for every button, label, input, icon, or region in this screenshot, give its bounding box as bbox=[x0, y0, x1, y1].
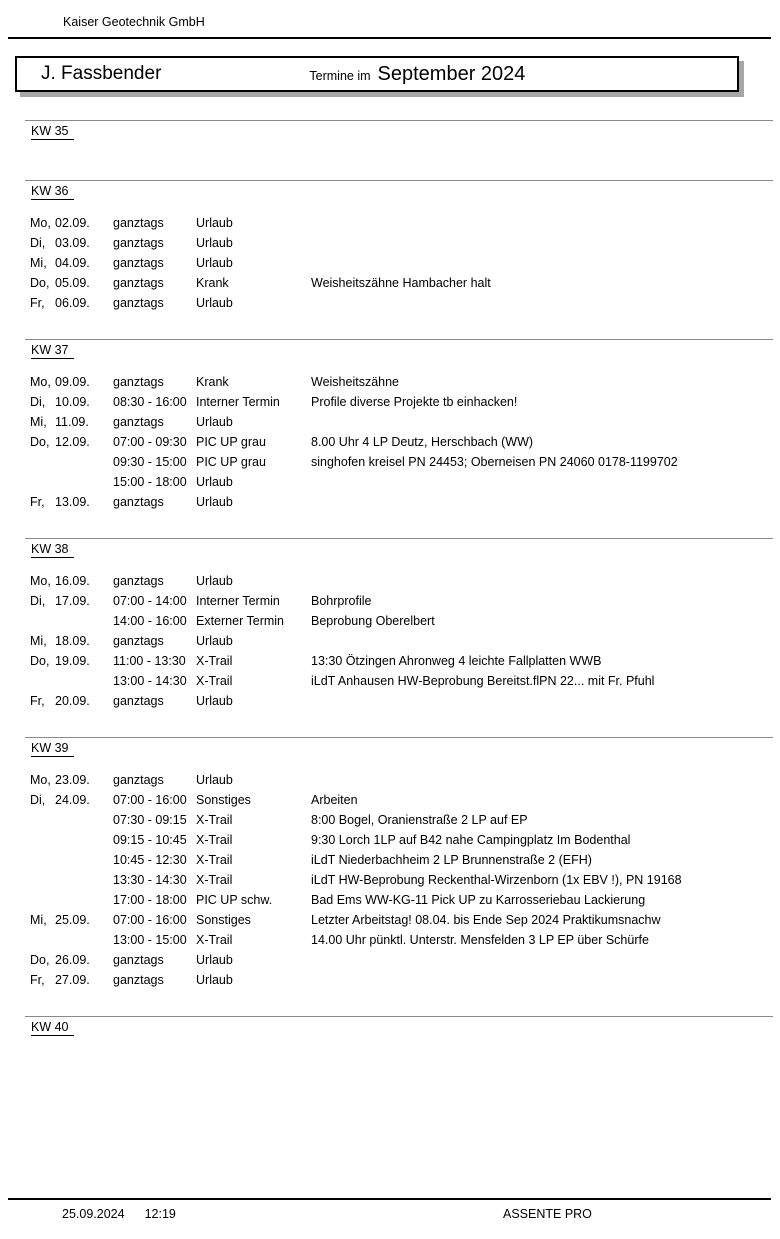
event-day: Fr, bbox=[30, 973, 45, 987]
week-section bbox=[0, 1016, 780, 1076]
print-time: 12:19 bbox=[144, 1207, 176, 1221]
event-list bbox=[0, 213, 780, 313]
event-row bbox=[30, 870, 774, 890]
event-category: X-Trail bbox=[196, 873, 233, 887]
event-description: iLdT Niederbachheim 2 LP Brunnenstraße 2 (EFH) bbox=[311, 853, 592, 867]
event-category: PIC UP schw. bbox=[196, 893, 273, 907]
application-name: ASSENTE PRO bbox=[503, 1207, 592, 1221]
event-category: Externer Termin bbox=[196, 614, 284, 628]
event-date: 25.09. bbox=[55, 913, 90, 927]
event-time: 17:00 - 18:00 bbox=[113, 893, 187, 907]
event-category: Sonstiges bbox=[196, 793, 251, 807]
event-time: ganztags bbox=[113, 694, 164, 708]
event-category: PIC UP grau bbox=[196, 455, 266, 469]
event-time: 15:00 - 18:00 bbox=[113, 475, 187, 489]
event-row bbox=[30, 691, 774, 711]
event-date: 03.09. bbox=[55, 236, 90, 250]
event-day: Mi, bbox=[30, 415, 47, 429]
week-section bbox=[0, 538, 780, 711]
event-date: 10.09. bbox=[55, 395, 90, 409]
event-time: 11:00 - 13:30 bbox=[113, 654, 186, 668]
event-category: X-Trail bbox=[196, 674, 233, 688]
event-time: 13:00 - 14:30 bbox=[113, 674, 187, 688]
event-date: 16.09. bbox=[55, 574, 90, 588]
event-date: 09.09. bbox=[55, 375, 90, 389]
event-date: 02.09. bbox=[55, 216, 90, 230]
event-row bbox=[30, 930, 774, 950]
event-description: 13:30 Ötzingen Ahronweg 4 leichte Fallplatten WWB bbox=[311, 654, 602, 668]
week-section bbox=[0, 120, 780, 180]
header-divider bbox=[8, 37, 771, 39]
event-row bbox=[30, 293, 774, 313]
event-time: ganztags bbox=[113, 574, 164, 588]
event-time: 07:00 - 09:30 bbox=[113, 435, 187, 449]
week-label: KW 36 bbox=[31, 185, 74, 200]
event-time: ganztags bbox=[113, 953, 164, 967]
title-prefix: Termine im bbox=[309, 68, 371, 83]
week-label: KW 38 bbox=[31, 543, 74, 558]
event-category: Krank bbox=[196, 375, 229, 389]
event-category: Urlaub bbox=[196, 256, 233, 270]
event-category: Urlaub bbox=[196, 475, 233, 489]
event-category: Interner Termin bbox=[196, 594, 280, 608]
week-section bbox=[0, 180, 780, 313]
week-label: KW 39 bbox=[31, 742, 74, 757]
event-row bbox=[30, 910, 774, 930]
event-category: Interner Termin bbox=[196, 395, 280, 409]
event-time: ganztags bbox=[113, 256, 164, 270]
company-name: Kaiser Geotechnik GmbH bbox=[63, 15, 205, 29]
event-description: 8:00 Bogel, Oranienstraße 2 LP auf EP bbox=[311, 813, 528, 827]
week-label: KW 40 bbox=[31, 1021, 74, 1036]
event-category: Sonstiges bbox=[196, 913, 251, 927]
event-time: 09:30 - 15:00 bbox=[113, 455, 187, 469]
event-row bbox=[30, 671, 774, 691]
event-category: X-Trail bbox=[196, 813, 233, 827]
event-category: Urlaub bbox=[196, 634, 233, 648]
event-row bbox=[30, 850, 774, 870]
event-time: 14:00 - 16:00 bbox=[113, 614, 187, 628]
event-category: X-Trail bbox=[196, 833, 233, 847]
event-description: iLdT Anhausen HW-Beprobung Bereitst.flPN 22... mit Fr. Pfuhl bbox=[311, 674, 655, 688]
event-row bbox=[30, 273, 774, 293]
event-description: Profile diverse Projekte tb einhacken! bbox=[311, 395, 518, 409]
event-category: Urlaub bbox=[196, 574, 233, 588]
event-time: 07:00 - 16:00 bbox=[113, 913, 187, 927]
event-description: 14.00 Uhr pünktl. Unterstr. Mensfelden 3 LP EP über Schürfe bbox=[311, 933, 649, 947]
event-day: Di, bbox=[30, 793, 46, 807]
event-date: 18.09. bbox=[55, 634, 90, 648]
event-time: 13:30 - 14:30 bbox=[113, 873, 187, 887]
event-row bbox=[30, 492, 774, 512]
event-category: Urlaub bbox=[196, 953, 233, 967]
event-category: Urlaub bbox=[196, 495, 233, 509]
event-description: singhofen kreisel PN 24453; Oberneisen PN 24060 0178-1199702 bbox=[311, 455, 678, 469]
event-day: Do, bbox=[30, 654, 50, 668]
event-time: 10:45 - 12:30 bbox=[113, 853, 187, 867]
event-row bbox=[30, 830, 774, 850]
event-day: Mo, bbox=[30, 216, 51, 230]
event-date: 04.09. bbox=[55, 256, 90, 270]
event-date: 26.09. bbox=[55, 953, 90, 967]
event-row bbox=[30, 233, 774, 253]
event-date: 05.09. bbox=[55, 276, 90, 290]
event-time: 07:30 - 09:15 bbox=[113, 813, 187, 827]
event-time: ganztags bbox=[113, 773, 164, 787]
event-day: Di, bbox=[30, 236, 46, 250]
event-row bbox=[30, 770, 774, 790]
event-list bbox=[0, 770, 780, 990]
event-day: Do, bbox=[30, 435, 50, 449]
event-day: Mo, bbox=[30, 574, 51, 588]
event-day: Fr, bbox=[30, 694, 45, 708]
event-row bbox=[30, 810, 774, 830]
event-row bbox=[30, 950, 774, 970]
event-category: Urlaub bbox=[196, 973, 233, 987]
event-category: Urlaub bbox=[196, 236, 233, 250]
event-category: X-Trail bbox=[196, 654, 233, 668]
event-description: Bohrprofile bbox=[311, 594, 372, 608]
event-row bbox=[30, 790, 774, 810]
event-time: 08:30 - 16:00 bbox=[113, 395, 187, 409]
event-day: Mo, bbox=[30, 773, 51, 787]
event-list bbox=[0, 1036, 780, 1076]
event-description: Letzter Arbeitstag! 08.04. bis Ende Sep 2024 Praktikumsnachw bbox=[311, 913, 661, 927]
title-month: September 2024 bbox=[377, 62, 526, 85]
event-row bbox=[30, 372, 774, 392]
event-time: ganztags bbox=[113, 415, 164, 429]
event-row bbox=[30, 611, 774, 631]
event-date: 27.09. bbox=[55, 973, 90, 987]
event-category: Urlaub bbox=[196, 773, 233, 787]
event-category: Krank bbox=[196, 276, 229, 290]
event-time: 07:00 - 14:00 bbox=[113, 594, 187, 608]
event-list bbox=[0, 140, 780, 180]
event-row bbox=[30, 392, 774, 412]
event-day: Do, bbox=[30, 953, 50, 967]
event-day: Mi, bbox=[30, 913, 47, 927]
event-list bbox=[0, 372, 780, 512]
event-row bbox=[30, 213, 774, 233]
event-date: 11.09. bbox=[55, 415, 89, 429]
event-date: 24.09. bbox=[55, 793, 90, 807]
event-time: ganztags bbox=[113, 276, 164, 290]
event-date: 13.09. bbox=[55, 495, 90, 509]
event-category: Urlaub bbox=[196, 415, 233, 429]
event-day: Fr, bbox=[30, 495, 45, 509]
week-section bbox=[0, 737, 780, 990]
event-row bbox=[30, 432, 774, 452]
event-date: 23.09. bbox=[55, 773, 90, 787]
event-date: 17.09. bbox=[55, 594, 90, 608]
event-row bbox=[30, 472, 774, 492]
event-row bbox=[30, 631, 774, 651]
event-time: 07:00 - 16:00 bbox=[113, 793, 187, 807]
weeks-list bbox=[0, 120, 780, 1076]
week-label: KW 35 bbox=[31, 125, 74, 140]
event-time: ganztags bbox=[113, 216, 164, 230]
event-row bbox=[30, 253, 774, 273]
event-row bbox=[30, 412, 774, 432]
event-description: Weisheitszähne Hambacher halt bbox=[311, 276, 491, 290]
event-time: ganztags bbox=[113, 973, 164, 987]
event-day: Mi, bbox=[30, 256, 47, 270]
event-description: iLdT HW-Beprobung Reckenthal-Wirzenborn (1x EBV !), PN 19168 bbox=[311, 873, 682, 887]
event-row bbox=[30, 651, 774, 671]
event-date: 12.09. bbox=[55, 435, 90, 449]
event-category: PIC UP grau bbox=[196, 435, 266, 449]
event-category: Urlaub bbox=[196, 694, 233, 708]
event-row bbox=[30, 970, 774, 990]
print-date: 25.09.2024 bbox=[62, 1207, 125, 1221]
event-category: X-Trail bbox=[196, 853, 233, 867]
event-description: Arbeiten bbox=[311, 793, 358, 807]
event-description: 9:30 Lorch 1LP auf B42 nahe Campingplatz Im Bodenthal bbox=[311, 833, 631, 847]
event-time: ganztags bbox=[113, 375, 164, 389]
person-name: J. Fassbender bbox=[41, 63, 162, 84]
event-description: 8.00 Uhr 4 LP Deutz, Herschbach (WW) bbox=[311, 435, 534, 449]
event-time: ganztags bbox=[113, 495, 164, 509]
event-description: Beprobung Oberelbert bbox=[311, 614, 435, 628]
event-description: Bad Ems WW-KG-11 Pick UP zu Karrosseriebau Lackierung bbox=[311, 893, 646, 907]
week-label: KW 37 bbox=[31, 344, 74, 359]
event-category: X-Trail bbox=[196, 933, 233, 947]
event-time: ganztags bbox=[113, 634, 164, 648]
footer-divider bbox=[8, 1198, 771, 1200]
event-row bbox=[30, 452, 774, 472]
event-row bbox=[30, 571, 774, 591]
print-timestamp bbox=[62, 1207, 176, 1221]
event-time: 09:15 - 10:45 bbox=[113, 833, 187, 847]
event-category: Urlaub bbox=[196, 296, 233, 310]
event-day: Do, bbox=[30, 276, 50, 290]
event-date: 19.09. bbox=[55, 654, 90, 668]
event-day: Fr, bbox=[30, 296, 45, 310]
event-row bbox=[30, 890, 774, 910]
event-day: Di, bbox=[30, 594, 46, 608]
event-time: ganztags bbox=[113, 236, 164, 250]
event-row bbox=[30, 591, 774, 611]
event-list bbox=[0, 571, 780, 711]
report-title-box bbox=[15, 56, 739, 92]
event-time: 13:00 - 15:00 bbox=[113, 933, 187, 947]
week-section bbox=[0, 339, 780, 512]
event-day: Mi, bbox=[30, 634, 47, 648]
event-category: Urlaub bbox=[196, 216, 233, 230]
report-title bbox=[309, 63, 525, 86]
event-day: Di, bbox=[30, 395, 46, 409]
event-day: Mo, bbox=[30, 375, 51, 389]
event-time: ganztags bbox=[113, 296, 164, 310]
event-date: 06.09. bbox=[55, 296, 90, 310]
event-description: Weisheitszähne bbox=[311, 375, 400, 389]
event-date: 20.09. bbox=[55, 694, 90, 708]
